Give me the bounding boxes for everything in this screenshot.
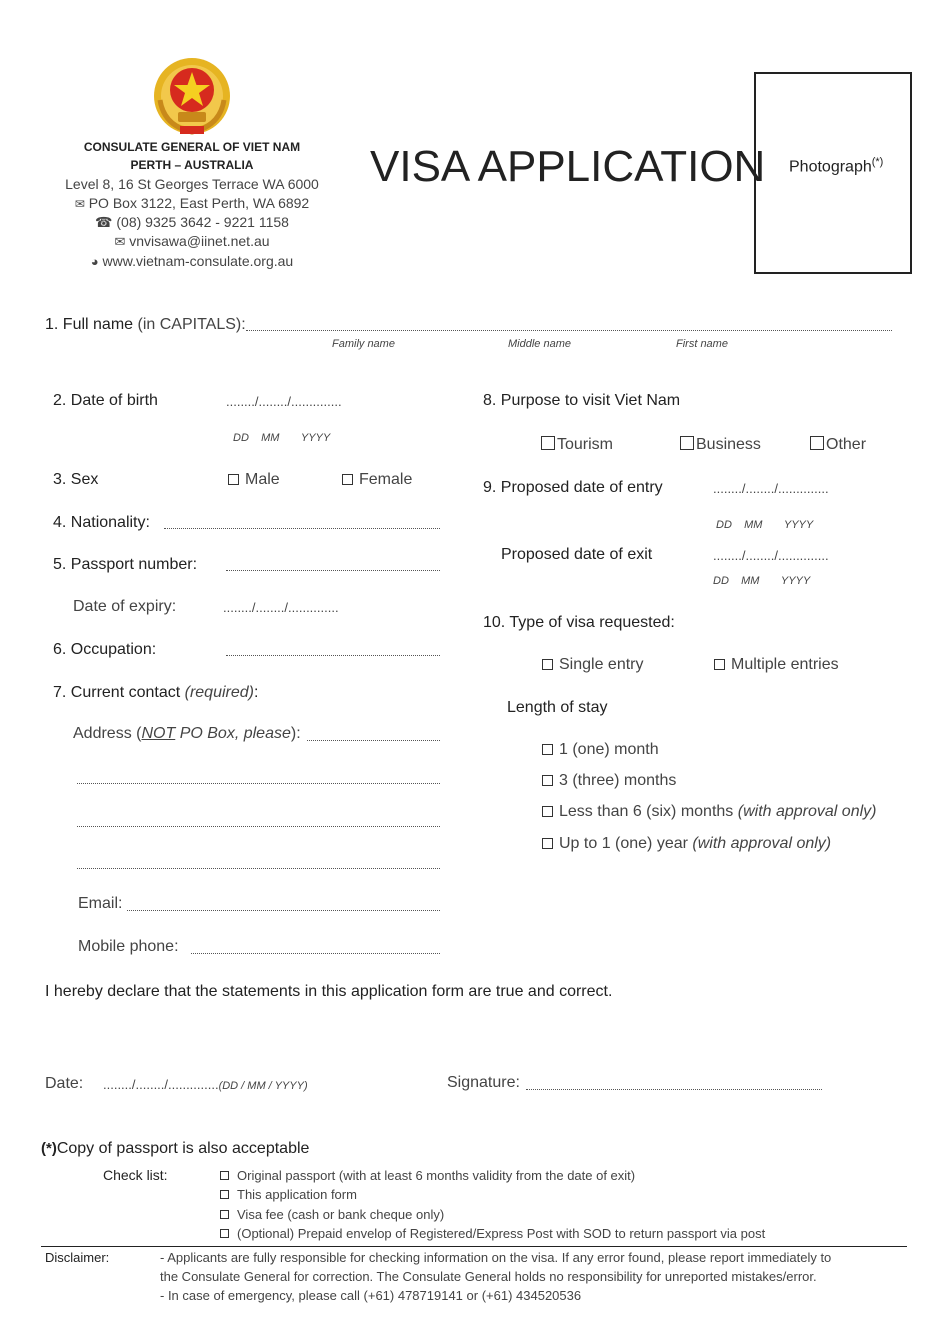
address-field-2[interactable] bbox=[77, 769, 440, 784]
purpose-business-option[interactable]: Business bbox=[680, 436, 761, 454]
signature-field[interactable] bbox=[526, 1075, 822, 1090]
exit-format: DD MM YYYY bbox=[713, 575, 811, 587]
checklist-item[interactable]: Visa fee (cash or bank cheque only) bbox=[220, 1207, 444, 1222]
exit-label: Proposed date of exit bbox=[501, 546, 653, 563]
photo-label: Photograph(*) bbox=[789, 156, 884, 176]
checkbox-icon[interactable] bbox=[680, 436, 694, 450]
mobile-label: Mobile phone: bbox=[78, 938, 179, 955]
first-name-caption: First name bbox=[676, 338, 728, 350]
disclaimer-line: the Consulate General for correction. The Consulate General holds no responsibility for unreported mistakes/error. bbox=[160, 1269, 817, 1284]
exit-field[interactable]: ......../......../.............. bbox=[713, 548, 829, 563]
middle-name-caption: Middle name bbox=[508, 338, 571, 350]
full-name-hint: (in CAPITALS): bbox=[137, 316, 246, 333]
divider bbox=[41, 1246, 907, 1247]
address-label: Address (NOT PO Box, please): bbox=[73, 725, 301, 742]
entry-field[interactable]: ......../......../.............. bbox=[713, 481, 829, 496]
phone-icon: ☎ bbox=[95, 214, 113, 230]
photo-mark: (*) bbox=[871, 156, 884, 168]
checklist-item[interactable]: This application form bbox=[220, 1187, 357, 1202]
envelope-icon: ✉ bbox=[114, 234, 126, 249]
website: www.vietnam-consulate.org.au bbox=[102, 253, 294, 269]
checkbox-icon[interactable] bbox=[542, 838, 553, 849]
entry-format: DD MM YYYY bbox=[716, 519, 814, 531]
phone: (08) 9325 3642 - 9221 1158 bbox=[116, 214, 289, 230]
address-field-3[interactable] bbox=[77, 812, 440, 827]
po-box: PO Box 3122, East Perth, WA 6892 bbox=[88, 195, 310, 211]
signature-label: Signature: bbox=[447, 1074, 520, 1091]
contact-required: (required) bbox=[184, 684, 254, 701]
expiry-label: Date of expiry: bbox=[73, 598, 177, 615]
stay-1-year-option[interactable]: Up to 1 (one) year (with approval only) bbox=[542, 835, 831, 853]
note-mark: (*) bbox=[41, 1140, 57, 1157]
checklist-item[interactable]: (Optional) Prepaid envelop of Registered/Express Post with SOD to return passport via post bbox=[220, 1226, 765, 1241]
consulate-location: PERTH – AUSTRALIA bbox=[130, 158, 254, 172]
website-row bbox=[62, 253, 322, 269]
checkbox-icon[interactable] bbox=[220, 1210, 229, 1219]
contact-label: 7. Current contact (required): bbox=[53, 684, 259, 701]
checkbox-icon[interactable] bbox=[342, 474, 353, 485]
page-title: VISA APPLICATION bbox=[370, 142, 766, 191]
email-label: Email: bbox=[78, 895, 123, 912]
sex-male-option[interactable]: Male bbox=[228, 471, 280, 489]
disclaimer-label: Disclaimer: bbox=[45, 1250, 110, 1265]
address-field-4[interactable] bbox=[77, 854, 440, 869]
passport-label: 5. Passport number: bbox=[53, 556, 198, 573]
email-row bbox=[62, 233, 322, 250]
full-name-field[interactable] bbox=[246, 316, 892, 331]
passport-field[interactable] bbox=[226, 556, 440, 571]
stay-1-month-option[interactable]: 1 (one) month bbox=[542, 741, 659, 759]
purpose-label: 8. Purpose to visit Viet Nam bbox=[483, 392, 681, 409]
checkbox-icon[interactable] bbox=[542, 744, 553, 755]
checklist-label: Check list: bbox=[103, 1167, 168, 1183]
purpose-other-option[interactable]: Other bbox=[810, 436, 866, 454]
nationality-label: 4. Nationality: bbox=[53, 514, 150, 531]
checkbox-icon[interactable] bbox=[220, 1171, 229, 1180]
email-field[interactable] bbox=[127, 896, 440, 911]
phone-row bbox=[62, 214, 322, 231]
consulate-email: vnvisawa@iinet.net.au bbox=[129, 233, 270, 249]
checklist-item[interactable]: Original passport (with at least 6 months validity from the date of exit) bbox=[220, 1168, 635, 1183]
full-name-label: 1. Full name bbox=[45, 316, 134, 333]
disclaimer-line: - In case of emergency, please call (+61) 478719141 or (+61) 434520536 bbox=[160, 1288, 582, 1303]
stay-3-months-option[interactable]: 3 (three) months bbox=[542, 772, 676, 790]
mobile-field[interactable] bbox=[191, 939, 440, 954]
disclaimer-line: - Applicants are fully responsible for checking information on the visa. If any error found, please report immediately to bbox=[160, 1250, 832, 1265]
sex-female-option[interactable]: Female bbox=[342, 471, 412, 489]
length-label: Length of stay bbox=[507, 699, 608, 716]
nationality-field[interactable] bbox=[164, 514, 440, 529]
entry-label: 9. Proposed date of entry bbox=[483, 479, 663, 496]
dob-label: 2. Date of birth bbox=[53, 392, 158, 409]
dob-field[interactable]: ......../......../.............. bbox=[226, 394, 342, 409]
purpose-tourism-option[interactable]: Tourism bbox=[541, 436, 613, 454]
date-field[interactable]: ......../......../..............(DD / MM / YYYY) bbox=[103, 1077, 308, 1092]
sex-label: 3. Sex bbox=[53, 471, 99, 488]
checkbox-icon[interactable] bbox=[714, 659, 725, 670]
po-box-row bbox=[62, 195, 322, 211]
checkbox-icon[interactable] bbox=[542, 659, 553, 670]
dob-format: DD MM YYYY bbox=[233, 432, 331, 444]
consulate-name: CONSULATE GENERAL OF VIET NAM bbox=[83, 140, 301, 154]
stay-6-months-option[interactable]: Less than 6 (six) months (with approval only) bbox=[542, 803, 876, 821]
checkbox-icon[interactable] bbox=[542, 806, 553, 817]
checkbox-icon[interactable] bbox=[542, 775, 553, 786]
multiple-entries-option[interactable]: Multiple entries bbox=[714, 656, 839, 674]
family-name-caption: Family name bbox=[332, 338, 395, 350]
declaration-text: I hereby declare that the statements in this application form are true and correct. bbox=[45, 983, 613, 1000]
expiry-field[interactable]: ......../......../.............. bbox=[223, 600, 339, 615]
checkbox-icon[interactable] bbox=[220, 1190, 229, 1199]
photo-box bbox=[754, 72, 912, 274]
single-entry-option[interactable]: Single entry bbox=[542, 656, 644, 674]
address-line: Level 8, 16 St Georges Terrace WA 6000 bbox=[65, 176, 319, 192]
passport-copy-note: (*)Copy of passport is also acceptable bbox=[41, 1140, 310, 1157]
full-name-row bbox=[45, 316, 246, 334]
address-field-1[interactable] bbox=[307, 726, 440, 741]
occupation-label: 6. Occupation: bbox=[53, 641, 157, 658]
checkbox-icon[interactable] bbox=[541, 436, 555, 450]
occupation-field[interactable] bbox=[226, 641, 440, 656]
globe-icon: ◕ bbox=[90, 254, 99, 269]
checkbox-icon[interactable] bbox=[220, 1229, 229, 1238]
date-label: Date: bbox=[45, 1075, 84, 1092]
emblem bbox=[152, 56, 232, 138]
visa-type-label: 10. Type of visa requested: bbox=[483, 614, 675, 631]
checkbox-icon[interactable] bbox=[228, 474, 239, 485]
mailbox-icon: ✉ bbox=[74, 197, 85, 211]
checkbox-icon[interactable] bbox=[810, 436, 824, 450]
